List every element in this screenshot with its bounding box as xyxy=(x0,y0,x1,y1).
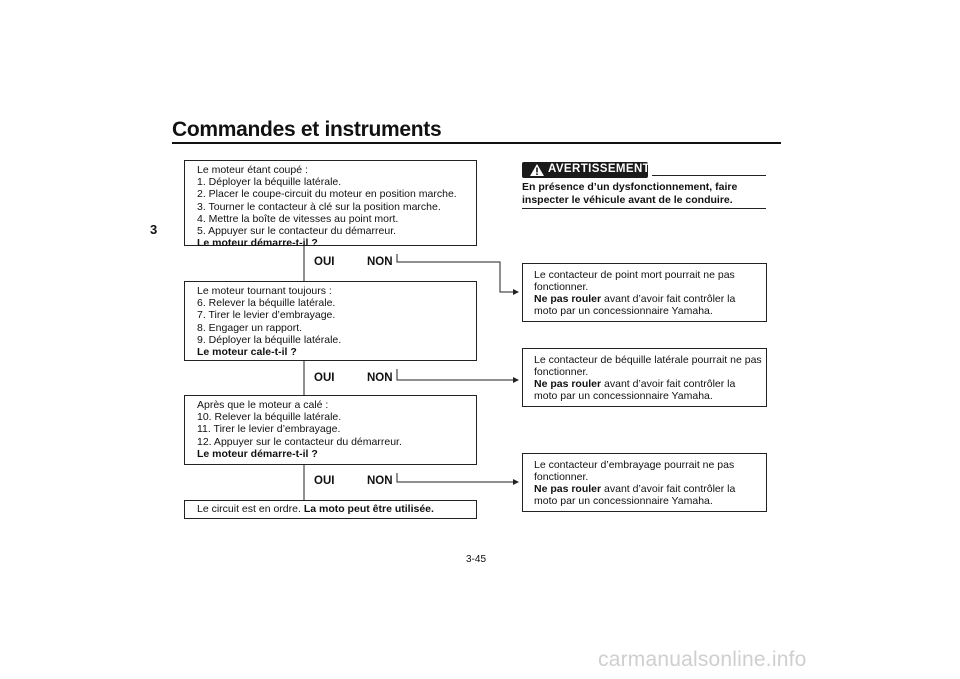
final-box xyxy=(184,500,477,519)
fault-2-line: fonctionner. xyxy=(534,366,589,378)
fault-1-bold: Ne pas rouler xyxy=(534,293,602,305)
warning-rule-bottom xyxy=(522,208,766,209)
fault-1-line: moto par un concessionnaire Yamaha. xyxy=(534,305,713,317)
final-text-bold: La moto peut être utilisée. xyxy=(303,503,434,515)
fault-3-bold: Ne pas rouler xyxy=(534,483,602,495)
step-2-line: 9. Déployer la béquille latérale. xyxy=(197,333,342,346)
fault-2-rest: avant d’avoir fait contrôler la xyxy=(601,378,736,390)
step-1-line: 5. Appuyer sur le contacteur du démarreur. xyxy=(197,225,397,238)
warning-badge xyxy=(522,162,651,178)
step-1-question: Le moteur démarre-t-il ? xyxy=(197,237,318,250)
warning-label: AVERTISSEMENT xyxy=(548,163,651,175)
final-text: Le circuit est en ordre. xyxy=(197,503,304,515)
no-label-1: NON xyxy=(367,256,393,268)
step-box-2 xyxy=(184,281,477,361)
step-3-question: Le moteur démarre-t-il ? xyxy=(197,447,318,460)
step-2-line: 7. Tirer le levier d’embrayage. xyxy=(197,309,336,322)
step-1-line: 3. Tourner le contacteur à clé sur la position marche. xyxy=(197,200,441,213)
fault-3-line: fonctionner. xyxy=(534,471,589,483)
warning-triangle-icon xyxy=(530,164,544,176)
fault-2-line: Le contacteur de béquille latérale pourrait ne pas xyxy=(534,354,762,366)
fault-box-3 xyxy=(522,453,767,512)
page-title: Commandes et instruments xyxy=(172,118,442,141)
chapter-tab: 3 xyxy=(150,222,158,237)
step-box-1 xyxy=(184,160,477,250)
no-label-2: NON xyxy=(367,372,393,384)
step-1-line: 1. Déployer la béquille latérale. xyxy=(197,176,342,189)
fault-1-line: Le contacteur de point mort pourrait ne pas xyxy=(534,269,735,281)
step-2-line: 6. Relever la béquille latérale. xyxy=(197,297,336,310)
yes-label-3: OUI xyxy=(314,475,335,487)
yes-label-1: OUI xyxy=(314,256,335,268)
step-box-3 xyxy=(184,395,477,465)
fault-3-line: moto par un concessionnaire Yamaha. xyxy=(534,495,713,507)
step-2-question: Le moteur cale-t-il ? xyxy=(197,346,297,359)
fault-1-rest: avant d’avoir fait contrôler la xyxy=(601,293,736,305)
page-number: 3-45 xyxy=(466,554,487,565)
fault-3-rest: avant d’avoir fait contrôler la xyxy=(601,483,736,495)
step-1-line: 2. Placer le coupe-circuit du moteur en position marche. xyxy=(197,188,457,201)
fault-2-bold: Ne pas rouler xyxy=(534,378,602,390)
yes-label-2: OUI xyxy=(314,372,335,384)
step-3-line: 12. Appuyer sur le contacteur du démarreur. xyxy=(197,435,402,448)
fault-3-line: Le contacteur d’embrayage pourrait ne pas xyxy=(534,459,735,471)
watermark: carmanualsonline.info xyxy=(598,648,807,671)
step-3-line: 10. Relever la béquille latérale. xyxy=(197,411,342,424)
step-2-line: Le moteur tournant toujours : xyxy=(197,285,332,297)
no-connector-3 xyxy=(397,473,518,482)
fault-box-1 xyxy=(522,263,767,322)
warning-text-line-2: inspecter le véhicule avant de le conduire. xyxy=(522,193,733,206)
warning-rule-top xyxy=(652,175,766,176)
no-label-3: NON xyxy=(367,475,393,487)
step-2-line: 8. Engager un rapport. xyxy=(197,321,303,334)
step-3-line: 11. Tirer le levier d’embrayage. xyxy=(197,423,341,436)
fault-box-2 xyxy=(522,348,767,407)
fault-1-line: fonctionner. xyxy=(534,281,589,293)
step-1-line: Le moteur étant coupé : xyxy=(197,164,308,176)
warning-text-line-1: En présence d’un dysfonctionnement, faire xyxy=(522,181,738,193)
warning-text xyxy=(522,181,766,206)
step-1-line: 4. Mettre la boîte de vitesses au point mort. xyxy=(197,212,399,225)
step-3-line: Après que le moteur a calé : xyxy=(197,399,329,411)
no-connector-2 xyxy=(397,369,518,380)
fault-2-line: moto par un concessionnaire Yamaha. xyxy=(534,390,713,402)
